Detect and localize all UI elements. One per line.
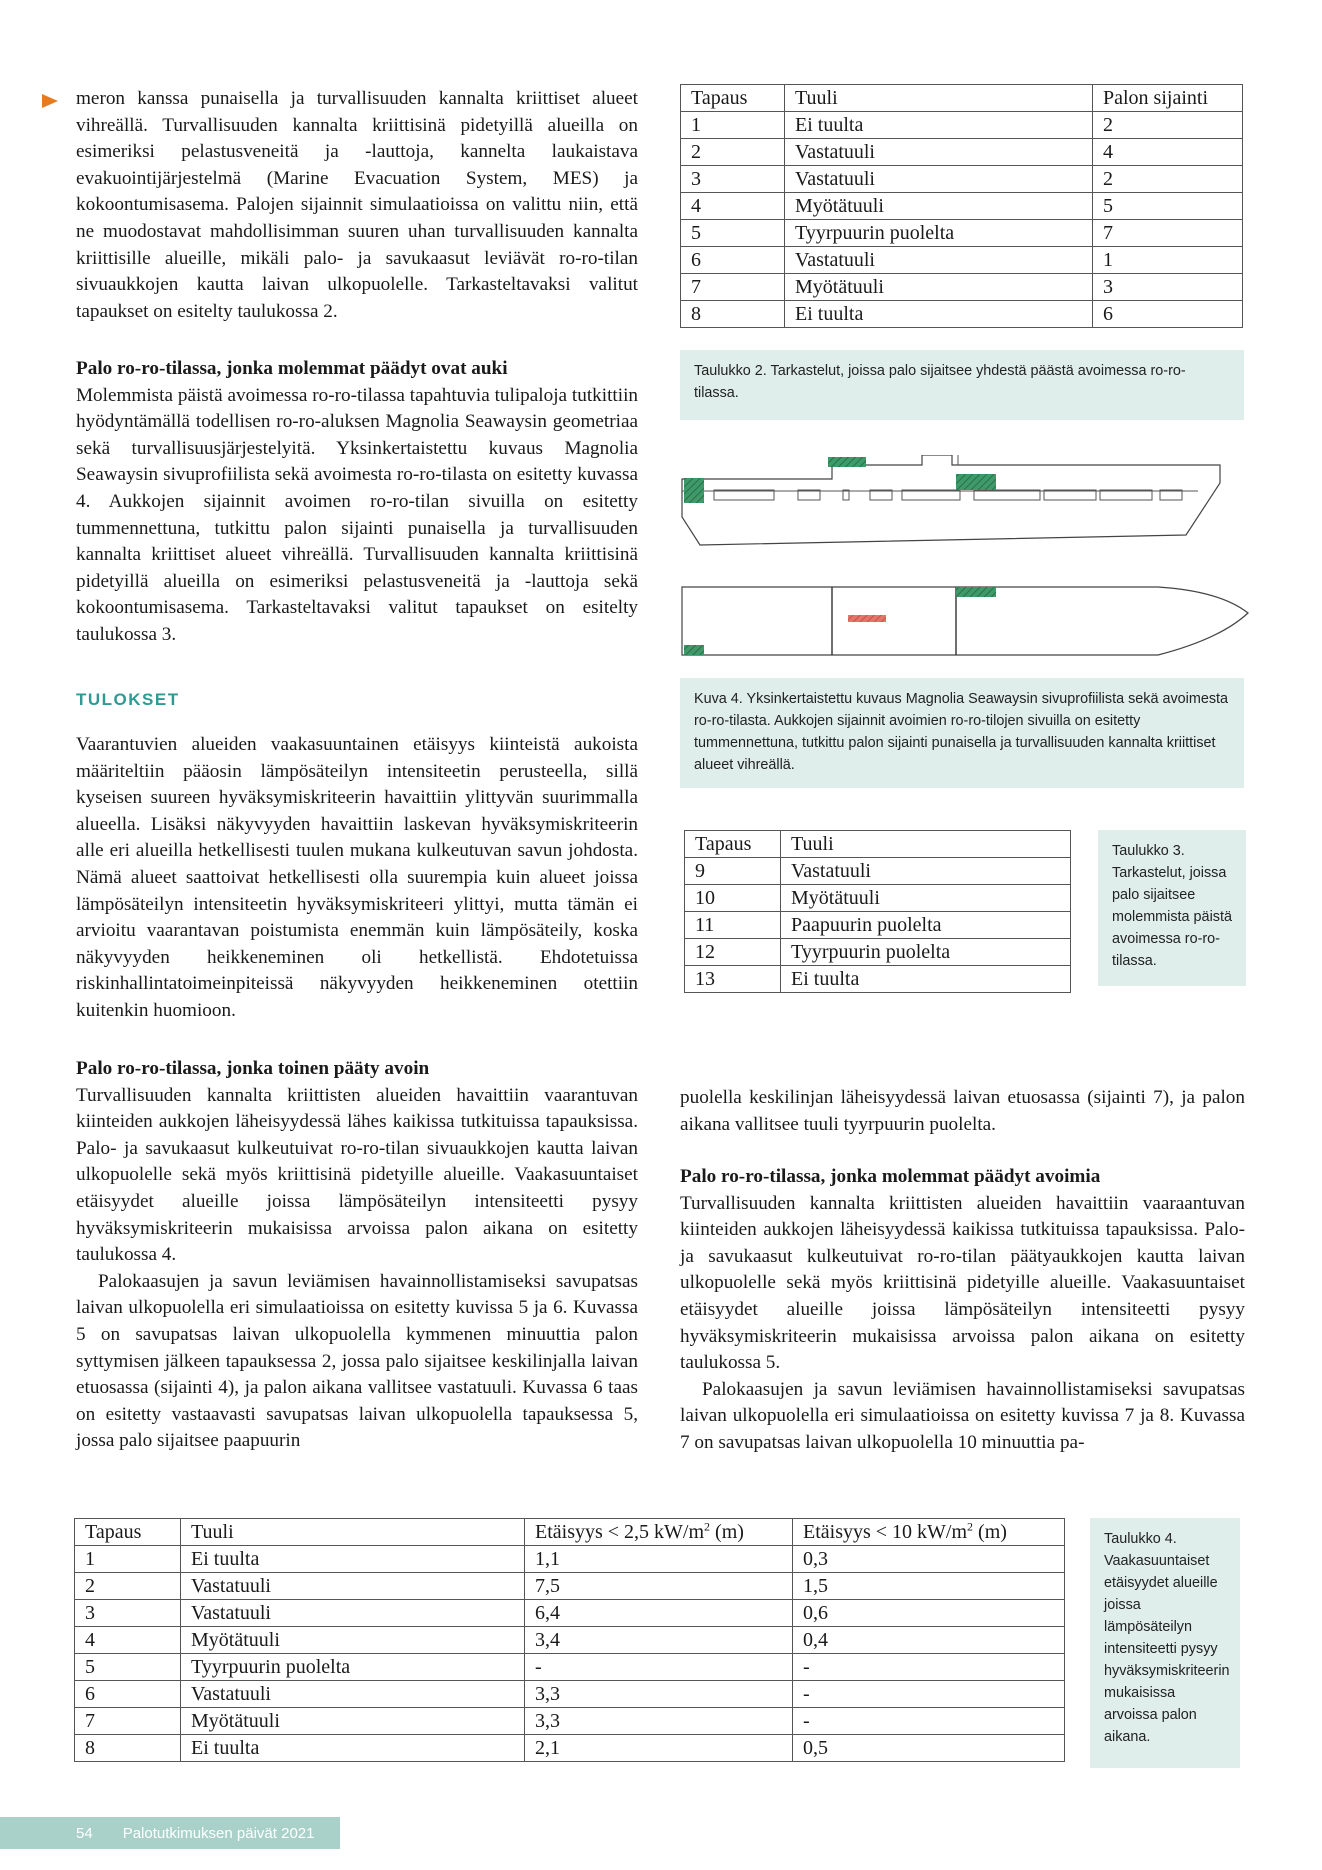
table-row (681, 139, 1243, 166)
table-cell: 3 (681, 166, 785, 193)
header-superscript: 2 (967, 1518, 974, 1533)
table-header-cell (793, 1519, 1065, 1546)
table-cell: Myötätuuli (785, 274, 1093, 301)
table-cell: 7 (1093, 220, 1243, 247)
body-paragraph: Molemmista päistä avoimessa ro-ro-tilassa tapahtuvia tulipaloja tutkittiin hyödyntämällä todellisen ro-ro-aluksen Magnolia Seawaysin geometriaa sekä turvallisuusjärjestelyitä. Yksinkertaistettu kuvaus Magnolia Seawaysin sivuprofiilista sekä avoimesta ro-ro-tilasta on esitetty kuvassa 4. Aukkojen sijainnit avoimen ro-ro-tilan sivuilla on esitetty tummennettuna, tutkittu palon sijainti punaisella ja turvallisuuden kannalta kriittiset alueet vihreällä. Turvallisuuden kannalta kriittisinä pidetyillä alueilla on esimeriksi pelastusveneitä ja -lauttoja sekä kokoontumisasema. Tarkasteltavaksi valitut tapaukset on esitelty taulukossa 3. (76, 384, 638, 645)
table-cell: Tyyrpuurin puolelta (181, 1654, 525, 1681)
header-unit: (m) (973, 1520, 1007, 1543)
table-cell: 8 (75, 1735, 181, 1762)
table-cell: 3 (75, 1600, 181, 1627)
table-cell: Ei tuulta (181, 1735, 525, 1762)
table-row (681, 247, 1243, 274)
table-cell: Myötätuuli (781, 885, 1071, 912)
table-cell: Vastatuuli (785, 247, 1093, 274)
page-number: 54 (76, 1824, 93, 1842)
publication-title: Palotutkimuksen päivät 2021 (122, 1824, 315, 1842)
table-cell: Paapuurin puolelta (781, 912, 1071, 939)
critical-areas-top (684, 587, 996, 655)
table-header-cell: Tapaus (681, 85, 785, 112)
table-cell: 1,5 (793, 1573, 1065, 1600)
body-paragraph: meron kanssa punaisella ja turvallisuuden kannalta kriittiset alueet vihreällä. Turvallisuuden kannalta kriittisinä pidetyillä alueilla on esimeriksi pelastusveneitä ja -lauttoja, kannelta laukaistava evakuointijärjestelmä (Marine Evacuation System, MES) ja kokoontumisasema. Palojen sijainnit simulaatioissa on valittu niin, että ne muodostavat mahdollisimman suuren uhan turvallisuuden kannalta kriittisille alueille, mikäli palo- ja savukaasut leviävät ro-ro-tilan sivuaukkojen kautta laivan ulkopuolelle. Tarkasteltavaksi valitut tapaukset on esitelty taulukossa 2. (76, 88, 638, 322)
table-cell: 4 (681, 193, 785, 220)
right-section (680, 1164, 1245, 1457)
table-cell: 3 (1093, 274, 1243, 301)
table-header-cell: Tapaus (685, 831, 781, 858)
table-cell: Vastatuuli (781, 858, 1071, 885)
subheading-one-end-open: Palo ro-ro-tilassa, jonka toinen pääty avoin (76, 1058, 430, 1079)
ship-figure (680, 455, 1250, 670)
table-cell: 7,5 (525, 1573, 793, 1600)
table-3-caption: Taulukko 3. Tarkastelut, joissa palo sijaitsee molemmista päistä avoimessa ro-ro-tilassa. (1098, 830, 1246, 986)
table-cell: Ei tuulta (785, 301, 1093, 328)
table-cell: Ei tuulta (181, 1546, 525, 1573)
table-cell: 8 (681, 301, 785, 328)
body-paragraph: Turvallisuuden kannalta kriittisten alueiden havaittiin vaarantuvan kiinteiden aukkojen läheisyydessä lähes kaikissa tutkituissa tapauksissa. Palo- ja savukaasut kulkeutuivat ro-ro-tilan sivuaukkojen kautta laivan ulkopuolelle sekä myös kriittisinä pidetyille alueille. Vaakasuuntaiset etäisyydet alueille joissa lämpösäteilyn intensiteetti pysyy hyväksymiskriteerin mukaisissa arvoissa palon aikana on esitetty taulukossa 4. (76, 1084, 638, 1266)
body-paragraph: Palokaasujen ja savun leviämisen havainnollistamiseksi savupatsas laivan ulkopuolella eri simulaatioissa on esitetty kuvissa 7 ja 8. Kuvassa 7 on savupatsas laivan ulkopuolella 10 minuuttia pa- (680, 1378, 1245, 1453)
ship-top-view (682, 587, 1248, 655)
left-section-2 (76, 1056, 638, 1455)
subheading-both-ends-open: Palo ro-ro-tilassa, jonka molemmat päädyt ovat auki (76, 358, 508, 379)
table-cell: 3,3 (525, 1681, 793, 1708)
table-cell: 9 (685, 858, 781, 885)
table-row (681, 166, 1243, 193)
table-cell: Vastatuuli (181, 1600, 525, 1627)
table-header-row (75, 1519, 1065, 1546)
table-header-cell: Tuuli (181, 1519, 525, 1546)
header-unit: (m) (710, 1520, 744, 1543)
table-cell: - (793, 1681, 1065, 1708)
table-cell: - (793, 1708, 1065, 1735)
section-heading-results: TULOKSET (76, 690, 180, 709)
header-text: Etäisyys < 2,5 kW/m (535, 1520, 705, 1543)
table-cell: 2,1 (525, 1735, 793, 1762)
table-cell: 0,6 (793, 1600, 1065, 1627)
subheading-both-ends-open-results: Palo ro-ro-tilassa, jonka molemmat päädyt avoimia (680, 1166, 1101, 1187)
table-row (75, 1735, 1065, 1762)
table-header-row (681, 85, 1243, 112)
table-cell: 5 (1093, 193, 1243, 220)
critical-area (684, 478, 704, 503)
table-4-body (75, 1546, 1065, 1762)
table-header-cell: Tapaus (75, 1519, 181, 1546)
table-row (75, 1627, 1065, 1654)
table-2-caption: Taulukko 2. Tarkastelut, joissa palo sijaitsee yhdestä päästä avoimessa ro-ro-tilassa. (680, 350, 1244, 420)
table-row (685, 858, 1071, 885)
table-row (681, 112, 1243, 139)
table-header-cell: Palon sijainti (1093, 85, 1243, 112)
table-3-body (685, 831, 1071, 993)
table-cell: 6 (681, 247, 785, 274)
critical-area (684, 645, 704, 655)
table-cell: Ei tuulta (785, 112, 1093, 139)
table-row (75, 1654, 1065, 1681)
table-row (681, 274, 1243, 301)
body-paragraph: Vaarantuvien alueiden vaakasuuntainen etäisyys kiinteistä aukoista määriteltiin pääosin lämpösäteilyn intensiteetin perusteella, sillä kyseisen suureen hyväksymiskriteerin havaittiin ylittyvän suurimmalla alueella. Lisäksi näkyvyyden havaittiin laskevan hyväksymiskriteerin alle eri alueilla hetkellisesti tuulen mukana kulkeutuvan savun johdosta. Nämä alueet saattoivat hetkellisesti olla suurempia kuin alueet joissa lämpösäteilyn intensiteetin hyväksymiskriteeri ylittyi, mutta tämän ei arvioitu vaarantavan poistumista enemmän kuin lämpösäteily, koska näkyvyyden heikkeneminen oli hetkellistä. Ehdotetuissa riskinhallintatoimeinpiteissä näkyvyyden heikkeneminen otettiin kuitenkin huomioon. (76, 734, 638, 1021)
table-cell: Myötätuuli (181, 1627, 525, 1654)
table-cell: Myötätuuli (181, 1708, 525, 1735)
table-cell: 3,3 (525, 1708, 793, 1735)
table-row (681, 301, 1243, 328)
table-cell: - (525, 1654, 793, 1681)
table-cell: 7 (681, 274, 785, 301)
table-3 (684, 830, 1071, 993)
table-cell: 12 (685, 939, 781, 966)
table-row (75, 1681, 1065, 1708)
table-cell: 5 (681, 220, 785, 247)
table-row (75, 1600, 1065, 1627)
table-row (75, 1708, 1065, 1735)
table-cell: 6,4 (525, 1600, 793, 1627)
table-cell: Vastatuuli (181, 1573, 525, 1600)
critical-area (956, 587, 996, 597)
table-2-body (681, 85, 1243, 328)
continuation-arrow-icon (42, 94, 58, 108)
table-cell: 6 (1093, 301, 1243, 328)
table-row (75, 1546, 1065, 1573)
table-cell: 4 (75, 1627, 181, 1654)
table-cell: 11 (685, 912, 781, 939)
right-para-1 (680, 1085, 1245, 1138)
table-row (685, 939, 1071, 966)
table-cell: Vastatuuli (785, 166, 1093, 193)
table-row (681, 220, 1243, 247)
table-cell: 7 (75, 1708, 181, 1735)
table-cell: 1,1 (525, 1546, 793, 1573)
table-row (685, 966, 1071, 993)
table-header-cell: Tuuli (785, 85, 1093, 112)
table-cell: 0,5 (793, 1735, 1065, 1762)
table-cell: 4 (1093, 139, 1243, 166)
table-cell: 6 (75, 1681, 181, 1708)
fire-location-marker (848, 615, 886, 622)
table-cell: 1 (75, 1546, 181, 1573)
table-cell: 2 (681, 139, 785, 166)
table-cell: Vastatuuli (181, 1681, 525, 1708)
table-header-row (685, 831, 1071, 858)
table-cell: 2 (1093, 166, 1243, 193)
left-para-3 (76, 732, 638, 1025)
table-cell: 2 (75, 1573, 181, 1600)
header-superscript: 2 (704, 1518, 711, 1533)
table-cell: 0,4 (793, 1627, 1065, 1654)
table-cell: 10 (685, 885, 781, 912)
critical-area (828, 457, 866, 467)
body-paragraph: Palokaasujen ja savun leviämisen havainnollistamiseksi savupatsas laivan ulkopuolella eri simulaatioissa on esitetty kuvissa 5 ja 6. Kuvassa 5 on savupatsas laivan ulkopuolella kymmenen minuuttia palon syttymisen jälkeen tapauksessa 2, jossa palo sijaitsee keskilinjalla laivan etuosassa (sijainti 4), ja palon aikana vallitsee vastatuuli. Kuvassa 6 taas on esitetty vastaavasti savupatsas laivan ulkopuolella tapauksessa 5, jossa palo sijaitsee paapuurin (76, 1270, 638, 1452)
table-cell: 1 (1093, 247, 1243, 274)
table-cell: Ei tuulta (781, 966, 1071, 993)
table-header-cell (525, 1519, 793, 1546)
left-para-1 (76, 86, 638, 325)
table-row (681, 193, 1243, 220)
table-header-cell: Tuuli (781, 831, 1071, 858)
table-4-caption: Taulukko 4. Vaakasuuntaiset etäisyydet alueille joissa lämpösäteilyn intensiteetti pysyy hyväksymiskriteerin mukaisissa arvoissa palon aikana. (1090, 1518, 1240, 1768)
table-cell: 5 (75, 1654, 181, 1681)
left-section-1 (76, 356, 638, 649)
table-row (75, 1573, 1065, 1600)
table-row (685, 912, 1071, 939)
table-cell: Tyyrpuurin puolelta (781, 939, 1071, 966)
body-paragraph: Turvallisuuden kannalta kriittisten alueiden havaittiin vaaraantuvan kiinteiden aukkojen läheisyydessä kaikissa tutkituissa tapauksissa. Palo- ja savukaasut kulkeutuivat ro-ro-tilan päätyaukkojen kautta laivan ulkopuolelle sekä myös kriittisinä pidetyille alueille. Vaakasuuntaiset etäisyydet alueille joissa lämpösäteilyn intensiteetti pysyy hyväksymiskriteerin mukaisissa arvoissa palon aikana on esitetty taulukossa 5. (680, 1192, 1245, 1374)
table-4 (74, 1518, 1065, 1762)
critical-area (956, 474, 996, 490)
footer-bar (0, 1817, 340, 1849)
table-cell: 3,4 (525, 1627, 793, 1654)
table-2 (680, 84, 1243, 328)
figure-4-caption: Kuva 4. Yksinkertaistettu kuvaus Magnolia Seawaysin sivuprofiilista sekä avoimesta ro-ro-tilasta. Aukkojen sijainnit avoimien ro-ro-tilojen sivuilla on esitetty tummennettuna, tutkittu palon sijainti punaisella ja turvallisuuden kannalta kriittiset alueet vihreällä. (680, 678, 1244, 788)
table-row (685, 885, 1071, 912)
table-cell: Myötätuuli (785, 193, 1093, 220)
table-cell: 1 (681, 112, 785, 139)
critical-areas-side (684, 457, 996, 503)
table-cell: Vastatuuli (785, 139, 1093, 166)
table-cell: Tyyrpuurin puolelta (785, 220, 1093, 247)
table-cell: 2 (1093, 112, 1243, 139)
header-text: Etäisyys < 10 kW/m (803, 1520, 968, 1543)
table-cell: 0,3 (793, 1546, 1065, 1573)
table-cell: - (793, 1654, 1065, 1681)
body-paragraph: puolella keskilinjan läheisyydessä laivan etuosassa (sijainti 7), ja palon aikana vallitsee tuuli tyyrpuurin puolelta. (680, 1087, 1245, 1135)
table-cell: 13 (685, 966, 781, 993)
